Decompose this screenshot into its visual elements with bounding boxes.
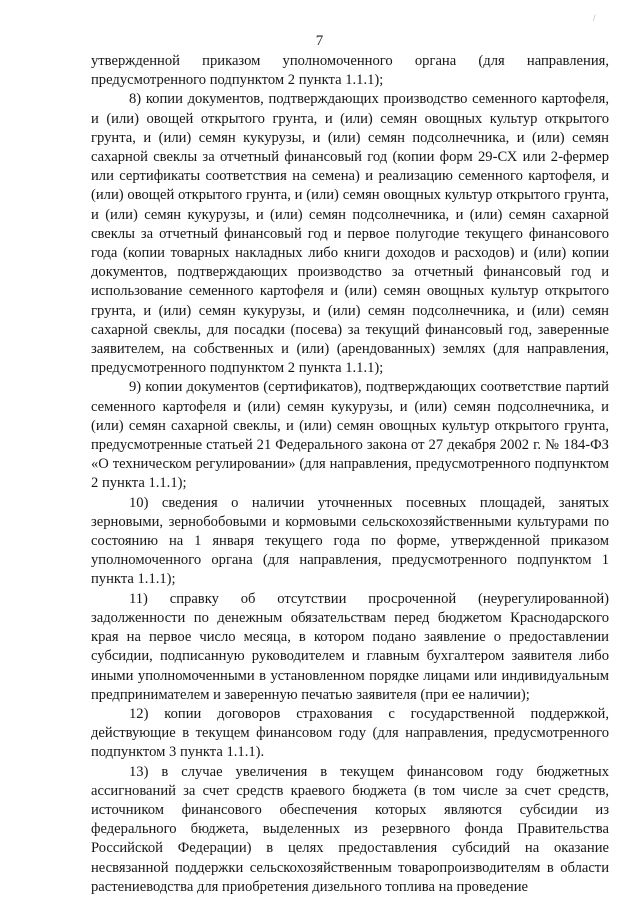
paragraph-continuation: утвержденной приказом уполномоченного органа (для направления, предусмотренного подпунктом 2 пункта 1.1.1); (91, 53, 609, 89)
document-body (91, 52, 609, 897)
paragraph-item-13: 13) в случае увеличения в текущем финансовом году бюджетных ассигнований за счет средств краевого бюджета (в том числе за счет средств, источником финансового обеспечения которых являются субсидии из федерального бюджета, выделенных из резервного фонда Правительства Российской Федерации) в целях предоставления субсидий на оказание несвязанной поддержки сельскохозяйственным товаропроизводителям в области растениеводства для приобретения дизельного топлива на проведение (91, 763, 609, 895)
paragraph-item-9: 9) копии документов (сертификатов), подтверждающих соответствие партий семенного картофеля и (или) семян кукурузы, и (или) семян подсолнечника, и (или) семян сахарной свеклы, и (или) семян овощных культур открытого грунта, предусмотренные статьей 21 Федерального закона от 27 декабря 2002 г. № 184-ФЗ «О техническом регулировании» (для направления, предусмотренного подпунктом 2 пункта 1.1.1); (91, 379, 609, 492)
paragraph-item-11: 11) справку об отсутствии просроченной (неурегулированной) задолженности по денежным обязательствам перед бюджетом Краснодарского края на первое число месяца, в котором подано заявление о предоставлении субсидии, подписанную руководителем и главным бухгалтером заявителя либо иными уполномоченными в установленном порядке лицами или индивидуальным предпринимателем и заверенную печатью заявителя (при ее наличии); (91, 590, 609, 703)
scan-mark: / (593, 13, 596, 23)
paragraph-item-8: 8) копии документов, подтверждающих производство семенного картофеля, и (или) овощей открытого грунта, и (или) семян овощных культур открытого грунта, и (или) семян кукурузы, и (или) семян подсолнечника, и (или) семян сахарной свеклы за отчетный финансовый год (копии форм 29-СХ или 2-фермер или сертификаты соответствия на семена) и реализацию семенного картофеля, и (или) овощей открытого грунта, и (или) семян овощных культур открытого грунта, и (или) семян кукурузы, и (или) семян подсолнечника, и (или) семян сахарной свеклы за отчетный финансовый год и первое полугодие текущего финансового года (копии товарных накладных либо книги доходов и расходов) и (или) копии документов, подтверждающих производство за отчетный финансовый год и использование семенного картофеля и (или) семян овощных культур открытого грунта, и (или) семян кукурузы, и (или) семян подсолнечника, и (или) семян сахарной свеклы, для посадки (посева) за текущий финансовый год, заверенные заявителем, на собственных и (или) (арендованных) землях (для направления, предусмотренного подпунктом 2 пункта 1.1.1); (91, 91, 609, 377)
page-number: 7 (315, 33, 324, 49)
paragraph-item-12: 12) копии договоров страхования с государственной поддержкой, действующие в текущем финансовом году (для направления, предусмотренного подпунктом 3 пункта 1.1.1). (91, 705, 609, 761)
paragraph-item-10: 10) сведения о наличии уточненных посевных площадей, занятых зерновыми, зернобобовыми и кормовыми сельскохозяйственными культурами по состоянию на 1 января текущего года по форме, утвержденной приказом уполномоченного органа (для направления, предусмотренного подпунктом 1 пункта 1.1.1); (91, 494, 609, 588)
